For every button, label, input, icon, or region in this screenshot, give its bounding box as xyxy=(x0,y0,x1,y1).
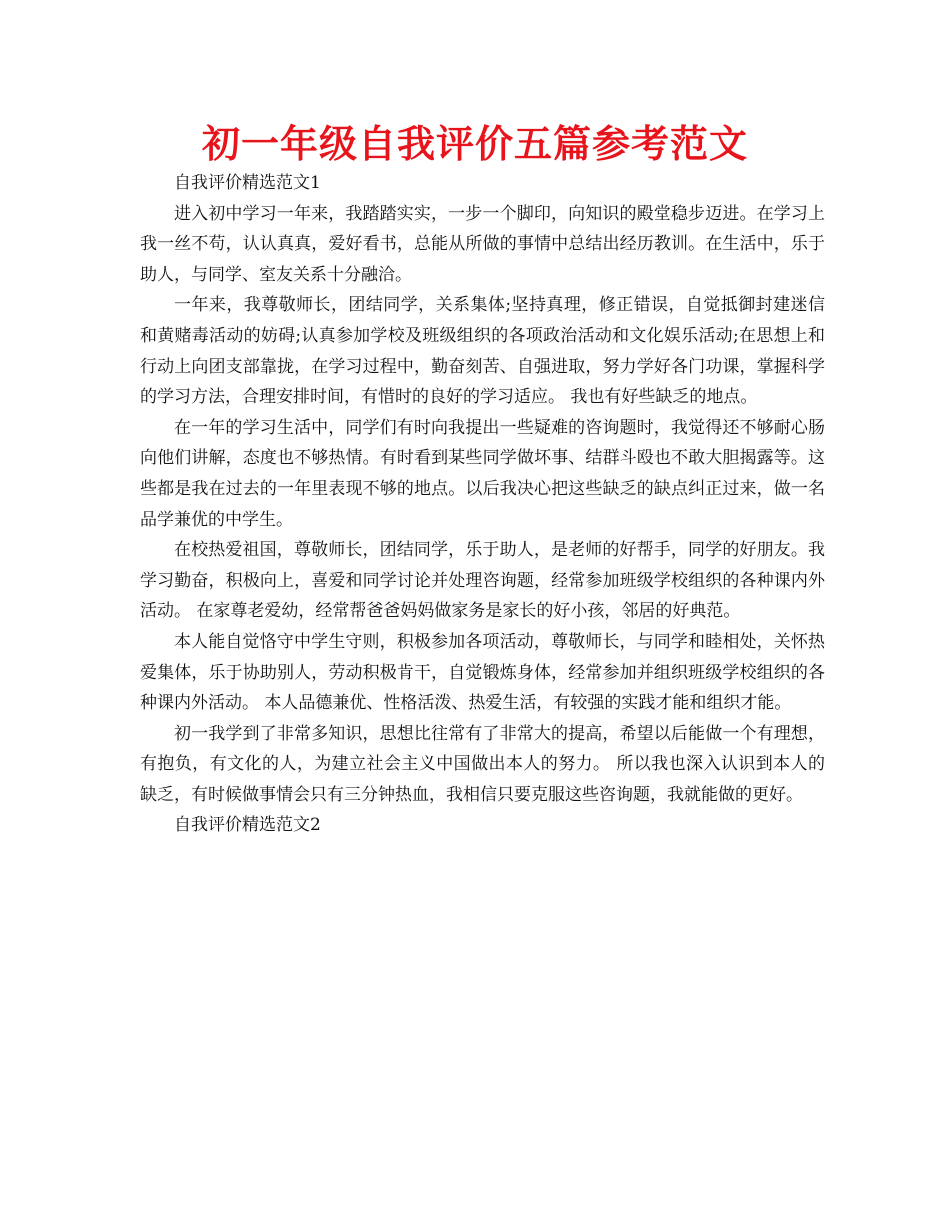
paragraph-3: 在一年的学习生活中，同学们有时向我提出一些疑难的咨询题时，我觉得还不够耐心肠向他们讲解，态度也不够热情。有时看到某些同学做坏事、结群斗殴也不敢大胆揭露等。这些都是我在过去的一年里表现不够的地点。以后我决心把这些缺乏的缺点纠正过来，做一名品学兼优的中学生。 xyxy=(140,417,825,530)
paragraph-1: 进入初中学习一年来，我踏踏实实，一步一个脚印，向知识的殿堂稳步迈进。在学习上我一丝不苟，认认真真，爱好看书，总能从所做的事情中总结出经历教训。在生活中，乐于助人，与同学、室友关系十分融洽。 xyxy=(140,203,825,285)
paragraph-4: 在校热爱祖国，尊敬师长，团结同学，乐于助人，是老师的好帮手，同学的好朋友。我学习勤奋，积极向上，喜爱和同学讨论并处理咨询题，经常参加班级学校组织的各种课内外活动。 在家尊老爱幼，经常帮爸爸妈妈做家务是家长的好小孩，邻居的好典范。 xyxy=(140,540,825,622)
paragraph-2: 一年来，我尊敬师长，团结同学，关系集体;坚持真理，修正错误，自觉抵御封建迷信和黄赌毒活动的妨碍;认真参加学校及班级组织的各项政治活动和文化娱乐活动;在思想上和行动上向团支部靠拢，在学习过程中，勤奋刻苦、自强进取，努力学好各门功课，掌握科学的学习方法，合理安排时间，有惜时的良好的学习适应。 我也有好些缺乏的地点。 xyxy=(140,295,825,408)
document-body xyxy=(140,168,825,841)
section-heading-1: 自我评价精选范文1 xyxy=(174,173,321,193)
section-heading-2: 自我评价精选范文2 xyxy=(174,815,321,836)
paragraph-6: 初一我学到了非常多知识，思想比往常有了非常大的提高，希望以后能做一个有理想，有抱负，有文化的人，为建立社会主义中国做出本人的努力。 所以我也深入认识到本人的缺乏，有时候做事情会只有三分钟热血，我相信只要克服这些咨询题，我就能做的更好。 xyxy=(140,723,825,805)
document-title: 初一年级自我评价五篇参考范文 xyxy=(201,122,748,166)
paragraph-5: 本人能自觉恪守中学生守则，积极参加各项活动，尊敬师长，与同学和睦相处，关怀热爱集体，乐于协助别人，劳动积极肯干，自觉锻炼身体，经常参加并组织班级学校组织的各种课内外活动。 本人品德兼优、性格活泼、热爱生活，有较强的实践才能和组织才能。 xyxy=(140,631,825,714)
